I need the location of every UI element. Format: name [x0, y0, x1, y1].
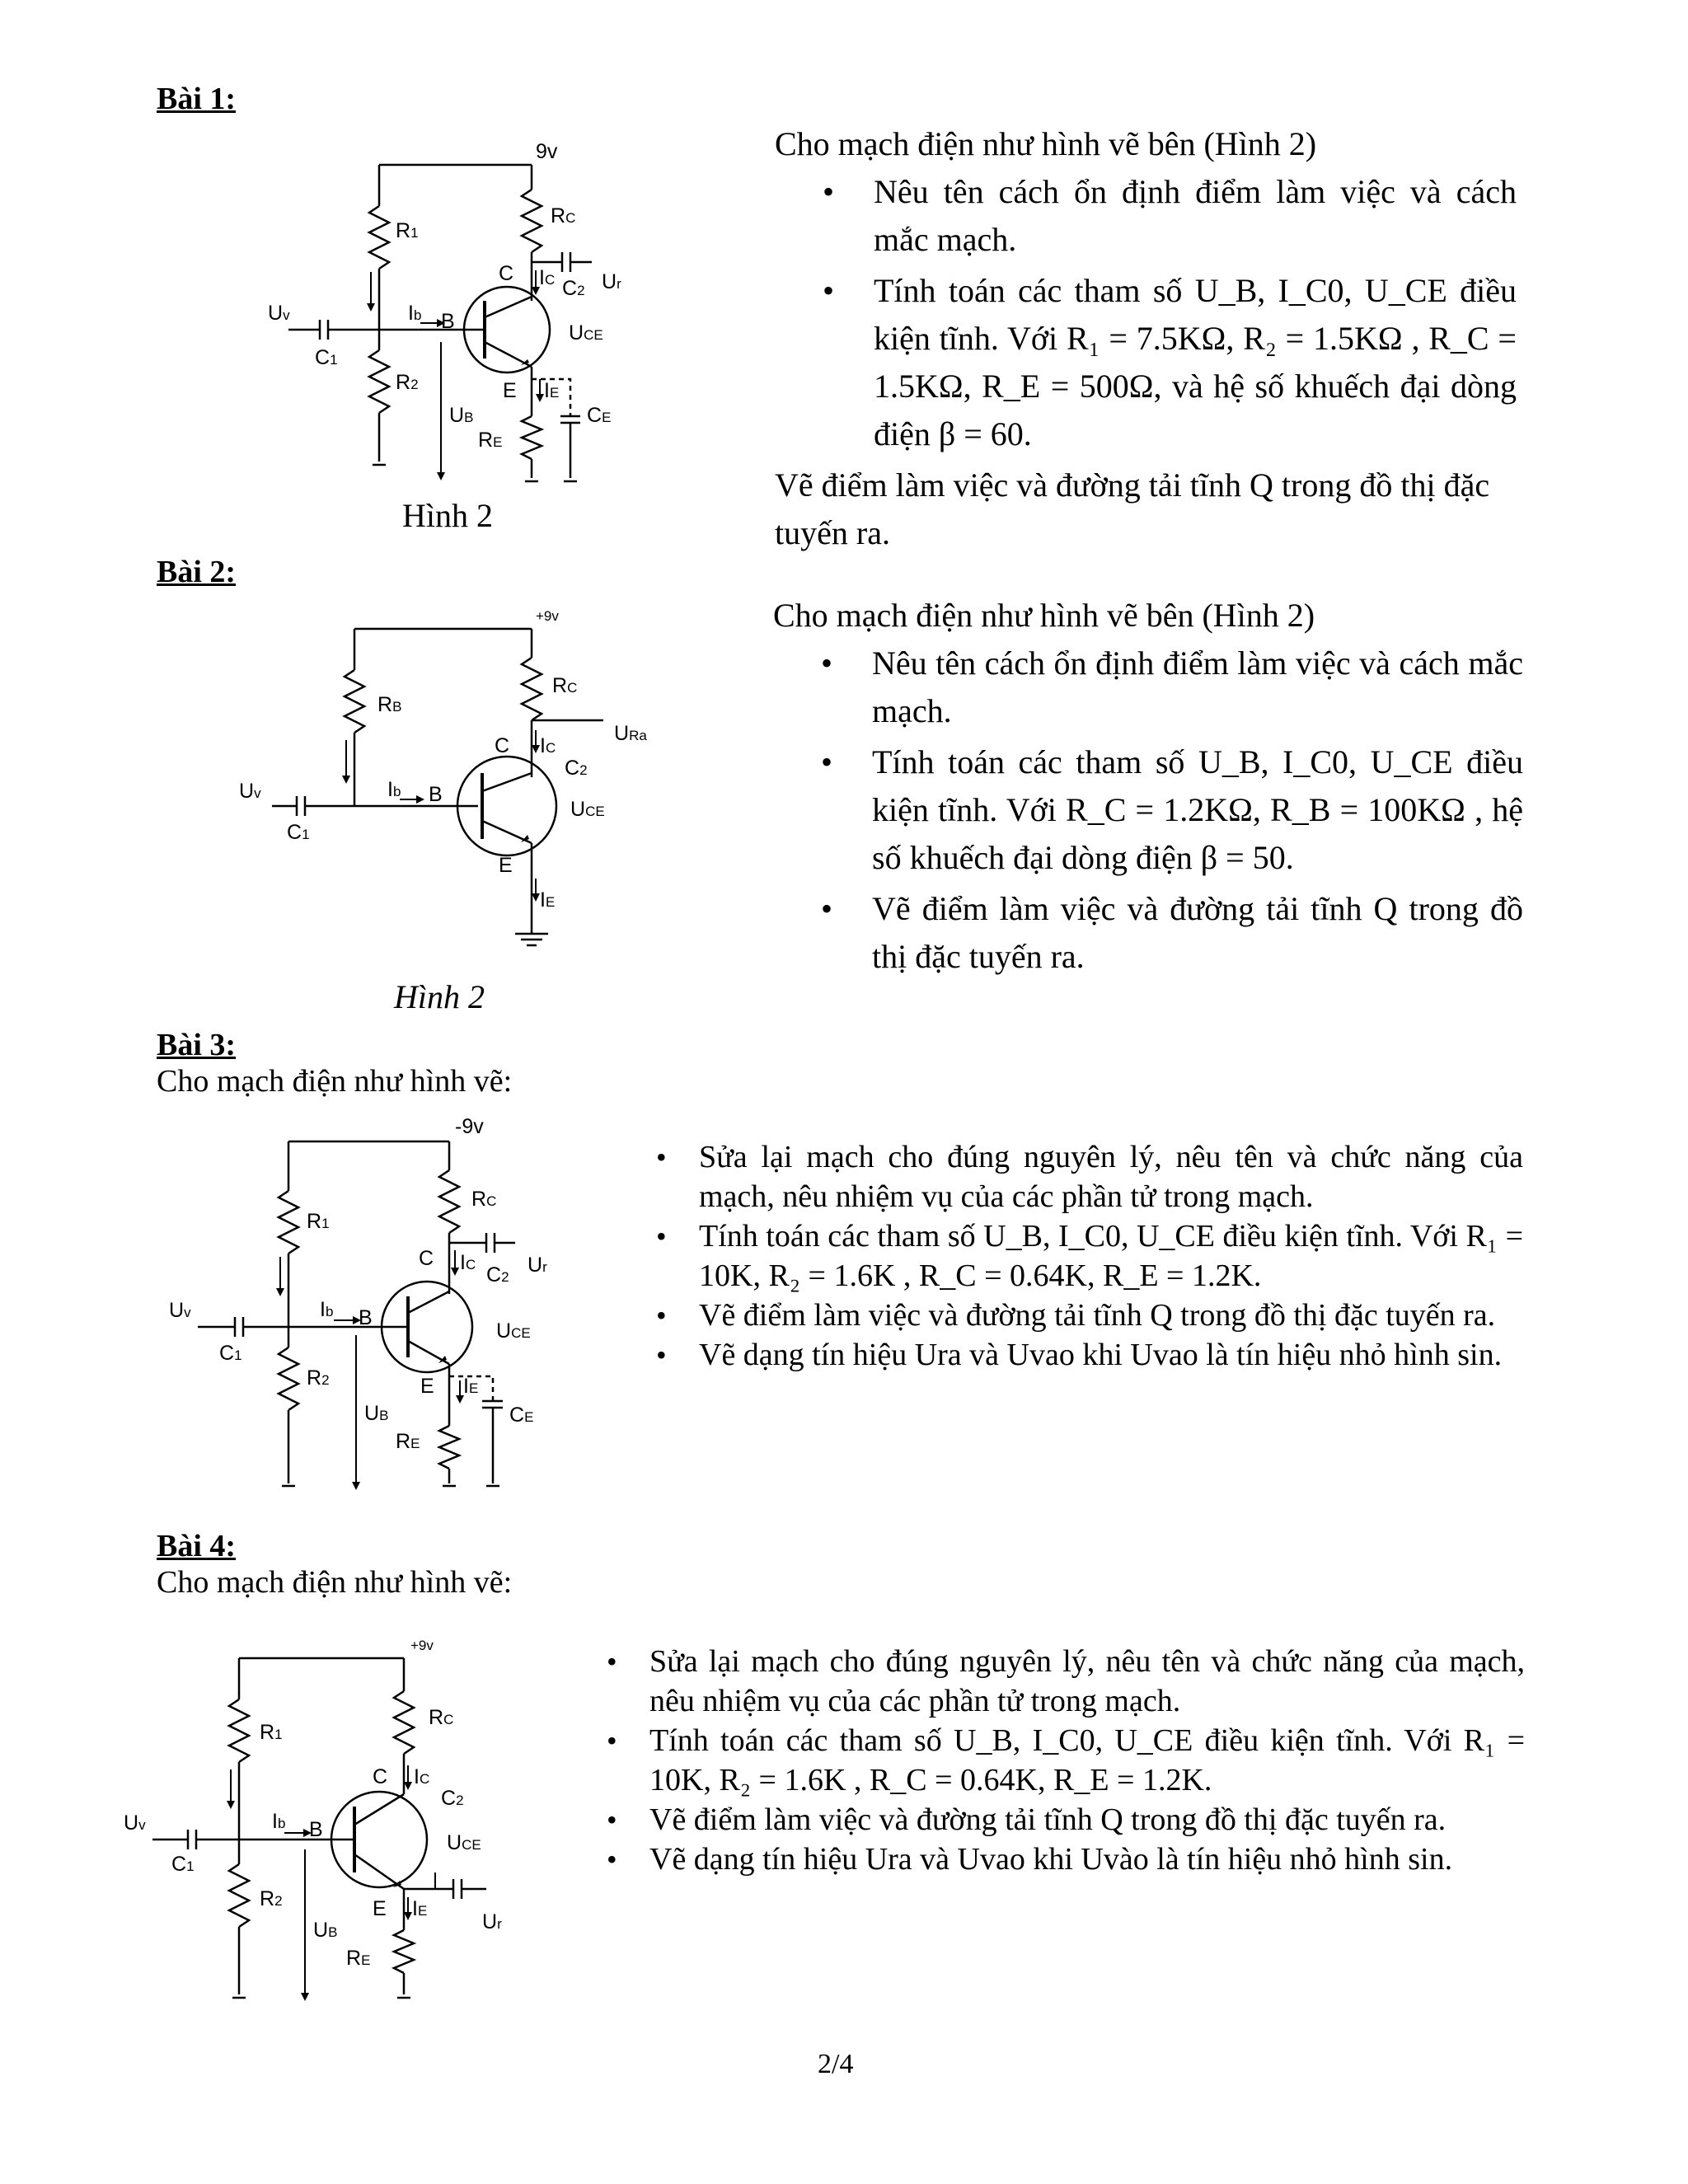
list-item: • Sửa lại mạch cho đúng nguyên lý, nêu tên và chức năng của mạch, nêu nhiệm vụ của các phần tử trong mạch. [656, 1140, 1523, 1214]
ur-label-1: Ur [602, 270, 621, 293]
section-1-body [775, 120, 1517, 557]
section-4-intro: Cho mạch điện như hình vẽ: [157, 1565, 513, 1600]
section-1-after: Vẽ điểm làm việc và đường tải tĩnh Q trong đồ thị đặc tuyến ra. [775, 466, 1490, 551]
c-label-3: C [419, 1247, 434, 1270]
uce-label-3: UCE [496, 1319, 531, 1343]
list-item: • Vẽ điểm làm việc và đường tải tĩnh Q trong đồ thị đặc tuyến ra. [607, 1802, 1447, 1837]
rc-label-1: RC [551, 204, 576, 227]
uce-label-1: UCE [569, 321, 603, 344]
ib-label-2: Ib [387, 778, 401, 801]
ic-label-1: IC [539, 266, 556, 289]
re-label-3: RE [396, 1430, 420, 1453]
section-4-heading: Bài 4: [157, 1529, 237, 1563]
section-3-heading: Bài 3: [157, 1028, 237, 1062]
ib-label-3: Ib [320, 1298, 334, 1321]
b-label-2: B [429, 783, 443, 806]
ub-label-3: UB [364, 1402, 389, 1425]
uce-label-4: UCE [447, 1831, 481, 1854]
list-item: • Vẽ dạng tín hiệu Ura và Uvao khi Uvao là tín hiệu nhỏ hình sin. [656, 1338, 1503, 1372]
c1-label-4: C1 [171, 1853, 195, 1876]
e-label-4: E [373, 1897, 387, 1920]
circuit-diagram-3 [165, 1108, 593, 1500]
c2-label-2: C2 [565, 757, 588, 780]
uv-label-4: Uv [124, 1811, 146, 1835]
c-label-1: C [499, 262, 514, 285]
e-label-3: E [420, 1375, 434, 1398]
list-item: • Tính toán các tham số U_B, I_C0, U_CE điều kiện tĩnh. Với R₁ = 10K, R₂ = 1.6K , R_C = 0.64K, R_E = 1.2K. [607, 1723, 1525, 1797]
supply-label-2: +9v [536, 608, 559, 624]
list-item: • Tính toán các tham số U_B, I_C0, U_CE điều kiện tĩnh. Với R₁ = 10K, R₂ = 1.6K , R_C = 0.64K, R_E = 1.2K. [656, 1219, 1523, 1293]
supply-label-4: +9v [410, 1638, 434, 1653]
b-label-3: B [359, 1306, 373, 1329]
c2-label-4: C2 [441, 1787, 464, 1810]
list-item: • Nêu tên cách ổn định điểm làm việc và cách mắc mạch. [821, 644, 1523, 729]
e-label-2: E [499, 854, 513, 877]
uce-label-2: UCE [570, 798, 605, 821]
list-item: • Vẽ dạng tín hiệu Ura và Uvao khi Uvào là tín hiệu nhỏ hình sin. [607, 1842, 1453, 1877]
supply-label-3: -9v [455, 1115, 484, 1138]
e-label-1: E [503, 379, 517, 402]
list-item: • Vẽ điểm làm việc và đường tải tĩnh Q trong đồ thị đặc tuyến ra. [821, 890, 1523, 975]
rc-label-3: RC [471, 1188, 497, 1211]
c1-label-3: C1 [219, 1342, 242, 1365]
ie-label-4: IE [412, 1897, 428, 1920]
ic-label-2: IC [540, 734, 556, 757]
r1-label-3: R1 [307, 1210, 330, 1233]
ib-label-4: Ib [272, 1810, 286, 1833]
page-number: 2/4 [818, 2049, 854, 2079]
figure-caption-1: Hình 2 [402, 497, 493, 534]
list-item: • Nêu tên cách ổn định điểm làm việc và cách mắc mạch. [823, 173, 1517, 258]
circuit-diagram-2 [231, 600, 709, 963]
circuit-diagram-1 [264, 132, 643, 494]
section-4-bullets [607, 1642, 1525, 1879]
uv-label-3: Uv [169, 1299, 191, 1322]
c-label-4: C [373, 1765, 388, 1788]
ie-label-2: IE [540, 888, 556, 912]
section-2-body [773, 592, 1523, 984]
section-2-intro: Cho mạch điện như hình vẽ bên (Hình 2) [773, 597, 1315, 634]
section-4-body [607, 1642, 1525, 1879]
ie-label-1: IE [544, 379, 560, 402]
section-2-bullets [821, 640, 1523, 981]
list-item: • Tính toán các tham số U_B, I_C0, U_CE điều kiện tĩnh. Với R_C = 1.2KΩ, R_B = 100KΩ , hệ số khuếch đại dòng điện β = 50. [821, 743, 1523, 876]
r2-label-4: R2 [260, 1887, 283, 1910]
ic-label-3: IC [460, 1251, 476, 1274]
r1-label-1: R1 [396, 219, 419, 242]
ie-label-3: IE [463, 1375, 479, 1398]
re-label-1: RE [478, 429, 503, 452]
ic-label-4: IC [414, 1765, 430, 1788]
list-item: • Tính toán các tham số U_B, I_C0, U_CE điều kiện tĩnh. Với R₁ = 7.5KΩ, R₂ = 1.5KΩ , R_C = 1.5KΩ, R_E = 500Ω, và hệ số khuếch đại dòng điện β = 60. [823, 272, 1517, 452]
c2-label-3: C2 [486, 1263, 509, 1286]
section-3-intro: Cho mạch điện như hình vẽ: [157, 1064, 513, 1099]
ce-label-1: CE [587, 404, 612, 427]
section-1-intro: Cho mạch điện như hình vẽ bên (Hình 2) [775, 125, 1317, 162]
circuit-diagram-4 [115, 1625, 544, 2013]
list-item: • Sửa lại mạch cho đúng nguyên lý, nêu tên và chức năng của mạch, nêu nhiệm vụ của các phần tử trong mạch. [607, 1644, 1525, 1718]
ce-label-3: CE [509, 1404, 534, 1427]
section-1-bullets [823, 168, 1517, 458]
list-item: • Vẽ điểm làm việc và đường tải tĩnh Q trong đồ thị đặc tuyến ra. [656, 1298, 1496, 1333]
c-label-2: C [495, 734, 510, 757]
uv-label-1: Uv [268, 302, 290, 325]
b-label-1: B [441, 310, 455, 333]
uv-label-2: Uv [239, 780, 261, 803]
rb-label-2: RB [377, 693, 402, 716]
section-3-bullets [656, 1137, 1523, 1375]
ub-label-4: UB [313, 1919, 338, 1942]
section-1-heading: Bài 1: [157, 82, 237, 116]
r1-label-4: R1 [260, 1721, 283, 1744]
r2-label-1: R2 [396, 371, 419, 394]
rc-label-2: RC [552, 674, 578, 697]
ib-label-1: Ib [408, 302, 422, 325]
ur-label-3: Ur [528, 1254, 547, 1277]
section-2-heading: Bài 2: [157, 555, 237, 589]
ura-label-2: URa [614, 722, 647, 745]
section-3-body [656, 1137, 1523, 1375]
c1-label-2: C1 [287, 821, 310, 844]
re-label-4: RE [346, 1947, 371, 1970]
c2-label-1: C2 [562, 277, 585, 300]
c1-label-1: C1 [315, 346, 338, 369]
r2-label-3: R2 [307, 1366, 330, 1390]
ub-label-1: UB [449, 404, 474, 427]
supply-label-1: 9v [536, 140, 558, 163]
b-label-4: B [309, 1818, 323, 1841]
figure-caption-2: Hình 2 [394, 978, 485, 1015]
rc-label-4: RC [429, 1706, 454, 1729]
ur-label-4: Ur [482, 1910, 502, 1933]
